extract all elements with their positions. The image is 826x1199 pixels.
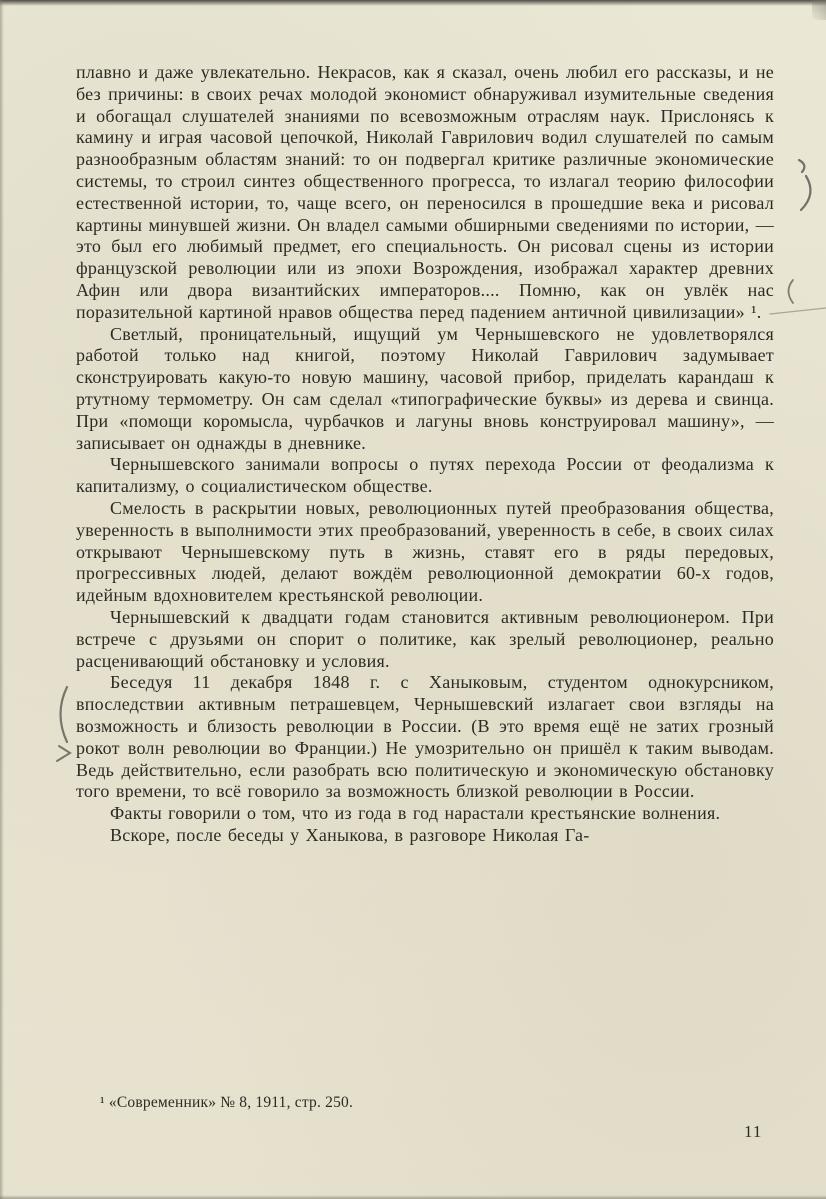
pencil-curve-right-top-icon	[799, 160, 810, 210]
footnote: ¹ «Современник» № 8, 1911, стр. 250.	[100, 1094, 354, 1111]
pencil-chevron-left-icon	[57, 746, 70, 761]
pencil-line-right-icon	[770, 308, 826, 314]
scan-edge-left	[0, 0, 4, 1199]
paragraph: Факты говорили о том, что из года в год нарастали крестьянские волнения.	[110, 803, 721, 824]
paragraph: Светлый, проницательный, ищущий ум Чернышевского не удовлетворялся работой только над книгой, поэтому Николай Гаврилович задумывает сконструировать какую-то новую машину, часовой прибор, приделать карандаш к ртутному термометру. Он сам сделал «типографические буквы» из дерева и свинца. При «помощи коромысла, чурбачков и лагуны вновь конструировал машину», — записывает он однажды в дневнике.	[76, 323, 774, 453]
paragraph: Беседуя 11 декабря 1848 г. с Ханыковым, студентом однокурсником, впоследствии активным петрашевцем, Чернышевский излагает свои взгляды на возможность и близость революции в России. (В это время ещё не затих грозный рокот волн революции во Франции.) Не умозрительно он пришёл к таким выводам. Ведь действительно, если разобрать всю политическую и экономическую обстановку того времени, то всё говорило за возможность близкой революции в России.	[76, 672, 774, 802]
scan-edge-right-corner	[812, 0, 826, 20]
scan-edge-top	[0, 0, 826, 6]
paragraph: плавно и даже увлекательно. Некрасов, как я сказал, очень любил его рассказы, и не без причины: в своих речах молодой экономист обнаруживал изумительные сведения и обогащал слушателей знаниями по всевозможным отраслям наук. Прислонясь к камину и играя часовой цепочкой, Николай Гаврилович водил слушателей по самым разнообразным областям знаний: то он подвергал критике различные экономические системы, то строил синтез общественного прогресса, то излагал теорию философии естественной истории, то, чаще всего, он переносился в прошедшие века и рисовал картины минувшей жизни. Он владел самыми обширными сведениями по истории, — это был его любимый предмет, его специальность. Он рисовал сцены из истории французской революции или из эпохи Возрождения, изображал характер древних Афин или двора византийских императоров.... Помню, как он увлёк нас поразительной картиной нравов общества перед падением античной цивилизации» ¹.	[76, 62, 774, 322]
text-block	[76, 62, 774, 1090]
paragraph: Смелость в раскрытии новых, революционных путей преобразования общества, уверенность в выполнимости этих преобразований, уверенность в себе, в своих силах открывают Чернышевскому путь в жизнь, ставят его в ряды передовых, прогрессивных людей, делают вождём революционной демократии 60-х годов, идейным вдохновителем крестьянской революции.	[76, 497, 774, 606]
scan-edge-bottom	[0, 1195, 826, 1199]
paragraph: Чернышевский к двадцати годам становится активным революционером. При встрече с друзьями он спорит о политике, как зрелый революционер, реально расценивающий обстановку и условия.	[76, 606, 774, 671]
paragraph: Вскоре, после беседы у Ханыкова, в разговоре Николая Га-	[110, 824, 590, 845]
pencil-paren-right-icon	[789, 280, 794, 303]
paragraph: Чернышевского занимали вопросы о путях перехода России от феодализма к капитализму, о социалистическом обществе.	[76, 454, 774, 497]
page-number: 11	[744, 1122, 763, 1141]
pencil-paren-left-icon	[61, 687, 68, 742]
